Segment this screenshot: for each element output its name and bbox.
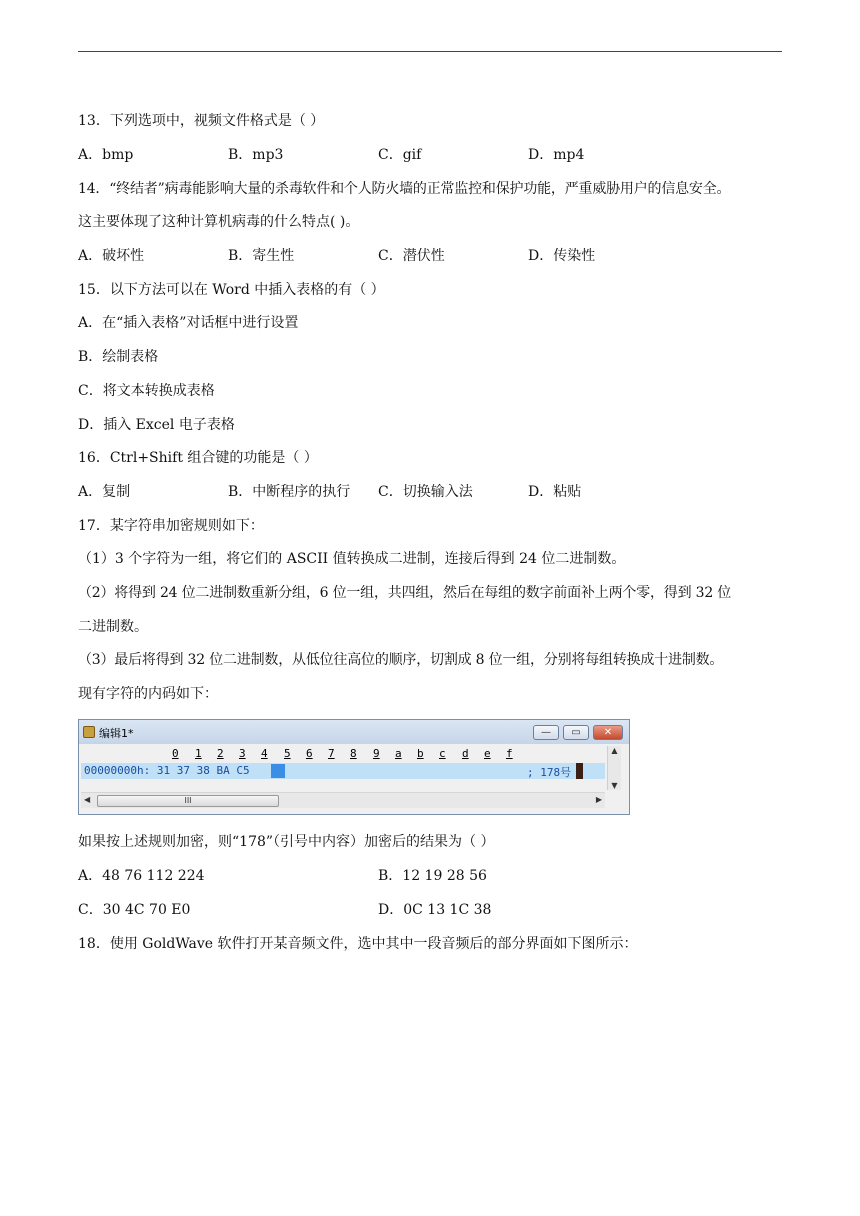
q17-rule1: （1）3 个字符为一组，将它们的 ASCII 值转换成二进制，连接后得到 24 位二进制数。 [78, 551, 626, 567]
q15-option-d: D．插入 Excel 电子表格 [78, 417, 235, 433]
q17-rule3: （3）最后将得到 32 位二进制数，从低位往高位的顺序，切割成 8 位一组，分别将每组转换成十进制数。 [78, 652, 724, 668]
q17-stem: 17．某字符串加密规则如下： [78, 518, 264, 534]
maximize-button[interactable]: ▭ [563, 725, 589, 740]
close-button[interactable]: ✕ [593, 725, 623, 740]
q13-option-b: B．mp3 [228, 147, 284, 163]
q16-option-a: A．复制 [78, 484, 131, 500]
horizontal-scrollbar[interactable] [81, 792, 605, 808]
q16-stem: 16．Ctrl+Shift 组合键的功能是（ ） [78, 450, 318, 466]
ruler-col-4: 4 [261, 747, 268, 760]
ruler-col-5: 5 [284, 747, 291, 760]
q13-stem: 13．下列选项中，视频文件格式是（ ） [78, 113, 325, 129]
ruler-col-f: f [506, 747, 513, 760]
scroll-up-icon[interactable]: ▲ [611, 746, 618, 755]
ruler-col-6: 6 [306, 747, 313, 760]
q14-stem-line2: 这主要体现了这种计算机病毒的什么特点( )。 [78, 214, 360, 230]
ruler-col-8: 8 [350, 747, 357, 760]
hex-editor-titlebar [79, 720, 629, 744]
ruler-col-9: 9 [373, 747, 380, 760]
ruler-col-7: 7 [328, 747, 335, 760]
q15-stem: 15．以下方法可以在 Word 中插入表格的有（ ） [78, 282, 385, 298]
scroll-right-icon[interactable]: ▶ [595, 795, 602, 804]
ruler-col-e: e [484, 747, 491, 760]
q14-option-a: A．破坏性 [78, 248, 145, 264]
ruler-col-2: 2 [217, 747, 224, 760]
ruler-col-b: b [417, 747, 424, 760]
document-icon [83, 726, 95, 738]
horizontal-scroll-thumb[interactable]: III [97, 795, 279, 807]
q14-option-d: D．传染性 [528, 248, 596, 264]
hex-address-and-bytes: 00000000h: 31 37 38 BA C5 [84, 764, 250, 777]
q16-option-b: B．中断程序的执行 [228, 484, 351, 500]
q17-question: 如果按上述规则加密，则“178”（引号中内容）加密后的结果为（ ） [78, 834, 495, 850]
ruler-col-0: 0 [172, 747, 179, 760]
hex-data-row[interactable] [81, 763, 605, 779]
q13-option-a: A．bmp [78, 147, 134, 163]
scroll-down-icon[interactable]: ▼ [611, 781, 618, 790]
ascii-cursor [576, 763, 583, 779]
vertical-scrollbar[interactable] [607, 746, 621, 790]
ruler-col-1: 1 [195, 747, 202, 760]
q13-option-c: C．gif [378, 147, 422, 163]
header-rule [78, 51, 782, 52]
q15-option-a: A．在“插入表格”对话框中进行设置 [78, 315, 299, 331]
q16-option-d: D．粘贴 [528, 484, 582, 500]
q13-option-d: D．mp4 [528, 147, 585, 163]
ruler-col-3: 3 [239, 747, 246, 760]
ruler-col-d: d [462, 747, 469, 760]
hex-selection-cursor [271, 764, 285, 778]
q17-rule2-line2: 二进制数。 [78, 619, 148, 635]
q17-option-a: A．48 76 112 224 [78, 868, 205, 884]
ascii-preview: ; 178号 [527, 766, 572, 779]
q17-intro: 现有字符的内码如下： [78, 686, 218, 702]
q16-option-c: C．切换输入法 [378, 484, 473, 500]
ruler-col-c: c [439, 747, 446, 760]
q15-option-c: C．将文本转换成表格 [78, 383, 215, 399]
hex-column-ruler [81, 746, 607, 762]
hex-editor-window [78, 719, 630, 815]
q17-option-b: B．12 19 28 56 [378, 868, 487, 884]
q14-option-c: C．潜伏性 [378, 248, 445, 264]
q17-option-d: D．0C 13 1C 38 [378, 902, 492, 918]
q14-stem-line1: 14．“终结者”病毒能影响大量的杀毒软件和个人防火墙的正常监控和保护功能，严重威胁用户的信息安全。 [78, 181, 731, 197]
scroll-left-icon[interactable]: ◀ [84, 795, 91, 804]
hex-editor-title: 编辑1* [99, 727, 134, 740]
q17-rule2-line1: （2）将得到 24 位二进制数重新分组，6 位一组，共四组，然后在每组的数字前面补上两个零，得到 32 位 [78, 585, 732, 601]
q15-option-b: B．绘制表格 [78, 349, 159, 365]
ruler-col-a: a [395, 747, 402, 760]
q14-option-b: B．寄生性 [228, 248, 295, 264]
q17-option-c: C．30 4C 70 E0 [78, 902, 191, 918]
q18-stem: 18．使用 GoldWave 软件打开某音频文件，选中其中一段音频后的部分界面如下图所示： [78, 936, 638, 952]
minimize-button[interactable]: — [533, 725, 559, 740]
